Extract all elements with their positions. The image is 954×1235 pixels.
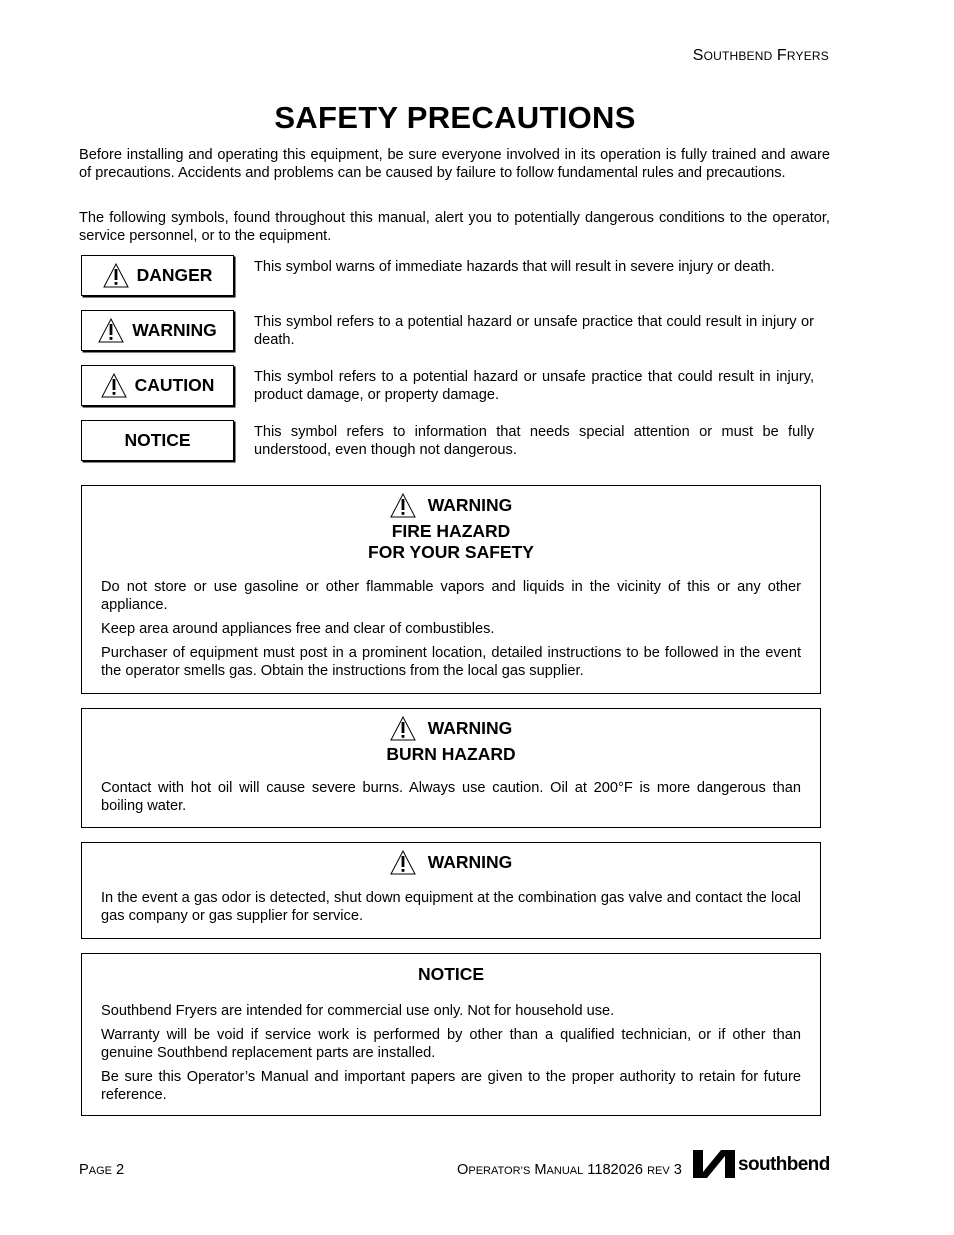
notice-panel-heading: NOTICE bbox=[417, 964, 485, 984]
symbol-caution bbox=[81, 365, 234, 406]
symbol-warning-label: WARNING bbox=[132, 320, 217, 340]
warning-triangle-icon bbox=[101, 373, 127, 398]
notice-panel-paragraph-2: Warranty will be void if service work is performed by other than a qualified technician, or if other than genuine Southbend replacement parts are installed. bbox=[101, 1027, 801, 1061]
symbol-caution-description: This symbol refers to a potential hazard or unsafe practice that could result in injury, product damage, or property damage. bbox=[254, 369, 814, 403]
burn-panel-paragraph: Contact with hot oil will cause severe burns. Always use caution. Oil at 200°F is more dangerous than boiling water. bbox=[101, 780, 801, 814]
notice-panel bbox=[81, 953, 821, 1116]
fire-panel-heading: WARNING bbox=[427, 495, 513, 515]
manual-reference: OPERATOR’S MANUAL 1182026 REV 3 bbox=[457, 1162, 682, 1178]
fire-panel-subheading-2: FOR YOUR SAFETY bbox=[368, 542, 534, 562]
running-header: SOUTHBEND FRYERS bbox=[692, 47, 829, 64]
gas-panel-paragraph: In the event a gas odor is detected, shut down equipment at the combination gas valve and contact the local gas company or gas supplier for service. bbox=[101, 890, 801, 924]
warning-triangle-icon bbox=[98, 318, 124, 343]
symbol-notice-description: This symbol refers to information that needs special attention or must be fully understood, even though not dangerous. bbox=[254, 424, 814, 458]
notice-panel-paragraph-1: Southbend Fryers are intended for commercial use only. Not for household use. bbox=[101, 1003, 615, 1019]
intro-paragraph-2: The following symbols, found throughout this manual, alert you to potentially dangerous conditions to the operator, service personnel, or to the equipment. bbox=[79, 210, 830, 244]
symbol-notice bbox=[81, 420, 234, 461]
southbend-logo-text: southbend bbox=[738, 1154, 830, 1175]
southbend-logo-mark-icon bbox=[693, 1150, 735, 1178]
burn-panel-subheading: BURN HAZARD bbox=[386, 744, 516, 764]
symbol-danger-description: This symbol warns of immediate hazards that will result in severe injury or death. bbox=[254, 259, 775, 275]
gas-panel-heading: WARNING bbox=[427, 852, 513, 872]
fire-panel-subheading: FIRE HAZARD bbox=[391, 521, 511, 541]
page-title: SAFETY PRECAUTIONS bbox=[274, 100, 636, 135]
intro-paragraph-1: Before installing and operating this equipment, be sure everyone involved in its operation is fully trained and aware of precautions. Accidents and problems can be caused by failure to follow fundamental rules and precautions. bbox=[79, 147, 830, 181]
symbol-warning-description: This symbol refers to a potential hazard or unsafe practice that could result in injury or death. bbox=[254, 314, 814, 348]
page-number: PAGE 2 bbox=[79, 1162, 125, 1178]
warning-triangle-icon bbox=[103, 263, 129, 288]
fire-hazard-warning-panel bbox=[81, 485, 821, 694]
symbol-notice-label: NOTICE bbox=[124, 430, 191, 450]
warning-triangle-icon bbox=[390, 850, 416, 875]
burn-hazard-warning-panel bbox=[81, 708, 821, 828]
symbol-caution-label: CAUTION bbox=[134, 375, 215, 395]
southbend-logo bbox=[693, 1150, 831, 1180]
symbol-danger-label: DANGER bbox=[136, 265, 213, 285]
fire-panel-paragraph-1: Do not store or use gasoline or other flammable vapors and liquids in the vicinity of this or any other appliance. bbox=[101, 579, 801, 613]
symbol-warning bbox=[81, 310, 234, 351]
burn-panel-heading: WARNING bbox=[427, 718, 513, 738]
gas-odor-warning-panel bbox=[81, 842, 821, 939]
notice-panel-paragraph-3: Be sure this Operator’s Manual and important papers are given to the proper authority to retain for future reference. bbox=[101, 1069, 801, 1103]
fire-panel-paragraph-3: Purchaser of equipment must post in a prominent location, detailed instructions to be followed in the event the operator smells gas. Obtain the instructions from the local gas supplier. bbox=[101, 645, 801, 679]
fire-panel-paragraph-2: Keep area around appliances free and clear of combustibles. bbox=[101, 621, 495, 637]
symbol-danger bbox=[81, 255, 234, 296]
warning-triangle-icon bbox=[390, 716, 416, 741]
warning-triangle-icon bbox=[390, 493, 416, 518]
